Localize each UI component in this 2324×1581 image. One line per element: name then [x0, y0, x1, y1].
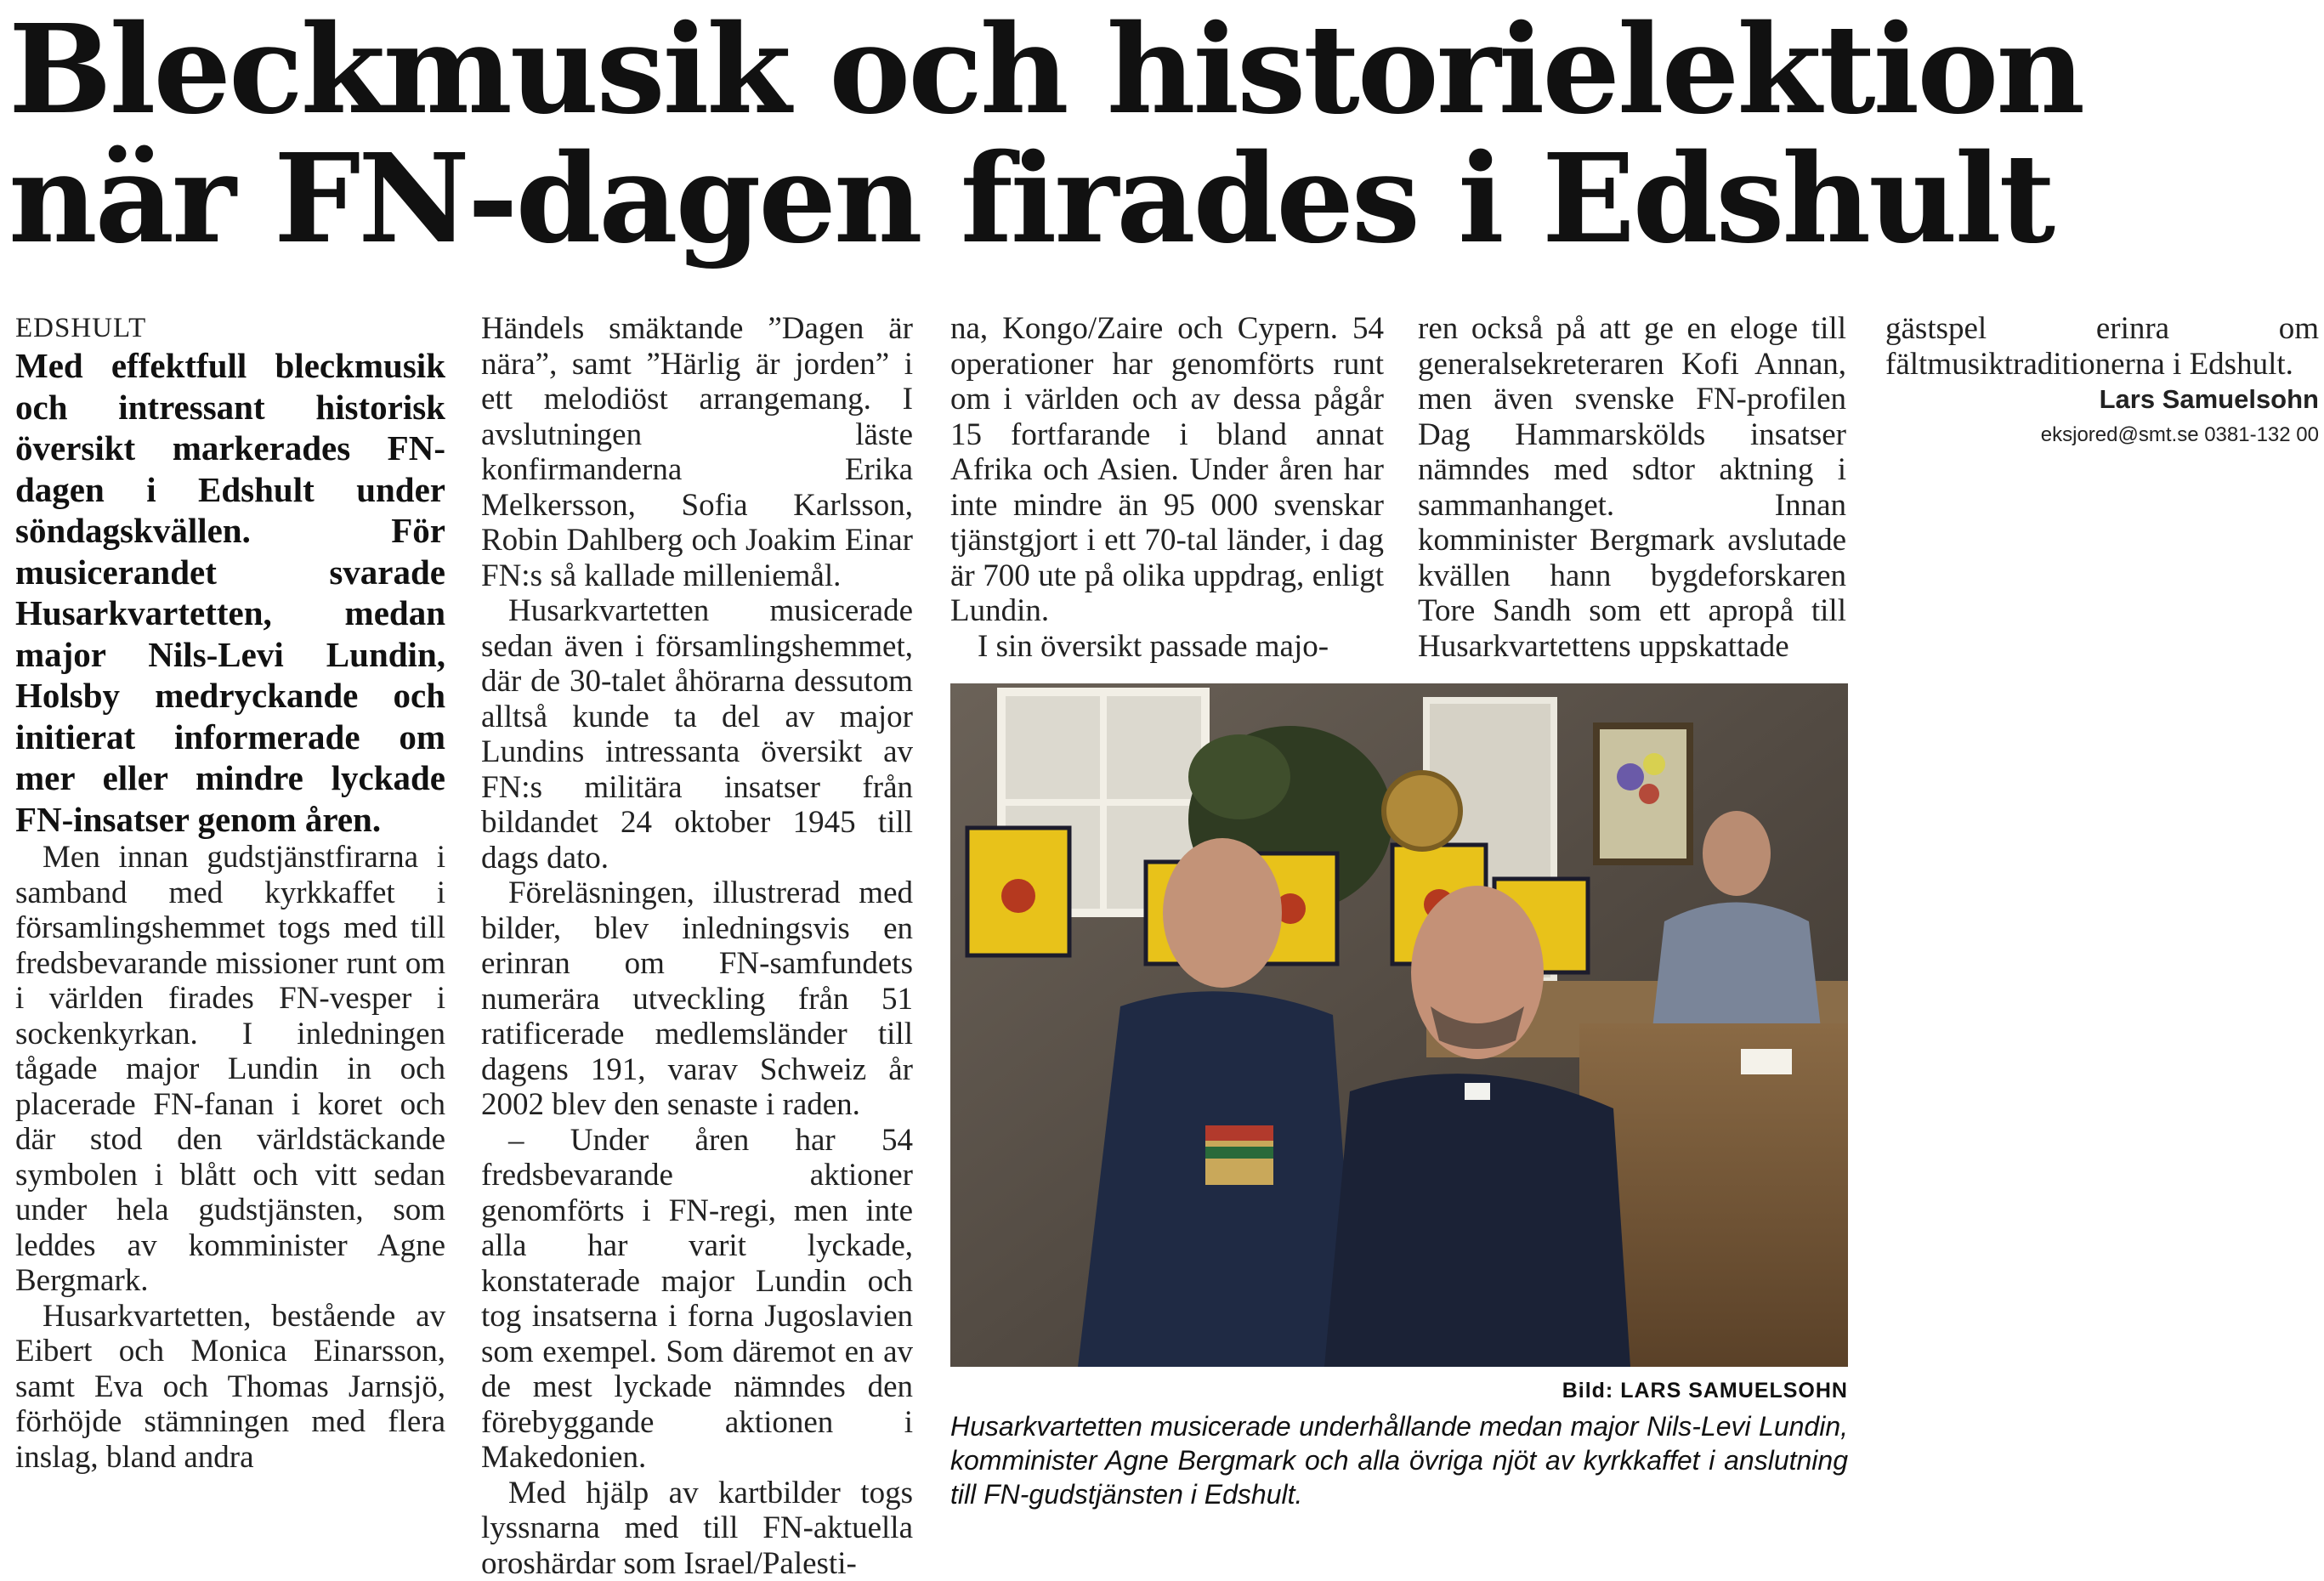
- headline-line-2: när FN-dagen firades i Edshult: [9, 134, 2134, 264]
- dateline: EDSHULT: [15, 311, 445, 345]
- body-paragraph: Men innan gudstjänstfirarna i samband med kyrkkaffet i församlingshemmet togs med till fredsbevarande missioner runt om i världen firades FN-vesper i sockenkyrkan. I inledningen tågade major Lundin in och placerade FN-fanan i koret och där stod den världstäckande symbolen i blått och vitt sedan under hela gudstjänsten, som leddes av komminister Agne Bergmark.: [15, 840, 445, 1299]
- column-1: [15, 311, 445, 1475]
- body-paragraph: Husarkvartetten, bestående av Eibert och Monica Einarsson, samt Eva och Thomas Jarnsjö, förhöjde stämningen med flera inslag, bland andra: [15, 1299, 445, 1476]
- ingress: Med effektfull bleckmusik och intressant historisk översikt markerades FN-dagen i Edshult under söndagskvällen. För musicerandet svarade Husarkvartetten, medan major Nils-Levi Lundin, Holsby medryckande och initierat informerade om mer eller mindre lyckade FN-insatser genom åren.: [15, 345, 445, 840]
- column-2: [481, 311, 913, 1581]
- photo-caption: Husarkvartetten musicerade underhållande medan major Nils-Levi Lundin, komminister Agne Bergmark och alla övriga njöt av kyrkkaffet i anslutning till FN-gudstjänsten i Edshult.: [950, 1409, 1848, 1511]
- headline-line-1: Bleckmusik och historielektion: [9, 5, 2134, 134]
- body-paragraph: I sin översikt passade majo-: [950, 629, 1384, 665]
- body-paragraph: Föreläsningen, illustrerad med bilder, blev inledningsvis en erinran om FN-samfundets numerära utveckling från 51 ratificerade medlemsländer till dagens 191, varav Schweiz år 2002 blev den senaste i raden.: [481, 876, 913, 1123]
- article-photo: [950, 683, 1848, 1367]
- body-paragraph: gästspel erinra om fältmusiktraditionerna i Edshult.: [1885, 311, 2319, 382]
- headline: [9, 5, 2134, 264]
- photo-credit: Bild: LARS SAMUELSOHN: [950, 1379, 1848, 1403]
- body-paragraph: Husarkvartetten musicerade sedan även i församlingshemmet, där de 30-talet åhörarna dessutom alltså kunde ta del av major Lundins intressanta översikt av FN:s militära insatser från bildandet 24 oktober 1945 till dags dato.: [481, 593, 913, 876]
- body-paragraph: Med hjälp av kartbilder togs lyssnarna med till FN-aktuella oroshärdar som Israel/Palesti-: [481, 1476, 913, 1581]
- body-paragraph: ren också på att ge en eloge till generalsekreteraren Kofi Annan, men även svenske FN-profilen Dag Hammarskölds insatser nämndes med sdtor aktning i sammanhanget. Innan komminister Bergmark avslutade kvällen hann bygdeforskaren Tore Sandh som ett apropå till Husarkvartettens uppskattade: [1418, 311, 1846, 664]
- column-5: [1885, 311, 2319, 452]
- byline: Lars Samuelsohn: [1885, 382, 2319, 417]
- body-paragraph: – Under åren har 54 fredsbevarande aktioner genomförts i FN-regi, men inte alla har varit lyckade, konstaterade major Lundin och tog insatserna i forna Jugoslavien som exempel. Som däremot en av de mest lyckade nämndes den förebyggande aktionen i Makedonien.: [481, 1123, 913, 1476]
- body-paragraph: Händels smäktande ”Dagen är nära”, samt ”Härlig är jorden” i ett melodiöst arrangemang. I avslutningen läste konfirmanderna Erika Melkersson, Sofia Karlsson, Robin Dahlberg och Joakim Einar FN:s så kallade milleniemål.: [481, 311, 913, 593]
- body-paragraph: na, Kongo/Zaire och Cypern. 54 operationer har genomförts runt om i världen och av dessa pågår 15 fortfarande i bland annat Afrika och Asien. Under åren har inte mindre än 95 000 svenskar tjänstgjort i ett 70-tal länder, i dag är 700 ute på olika uppdrag, enligt Lundin.: [950, 311, 1384, 629]
- column-3: [950, 311, 1384, 664]
- column-4: [1418, 311, 1846, 664]
- photo-illustration: [950, 683, 1848, 1367]
- contact-info: eksjored@smt.se 0381-132 00: [1885, 417, 2319, 453]
